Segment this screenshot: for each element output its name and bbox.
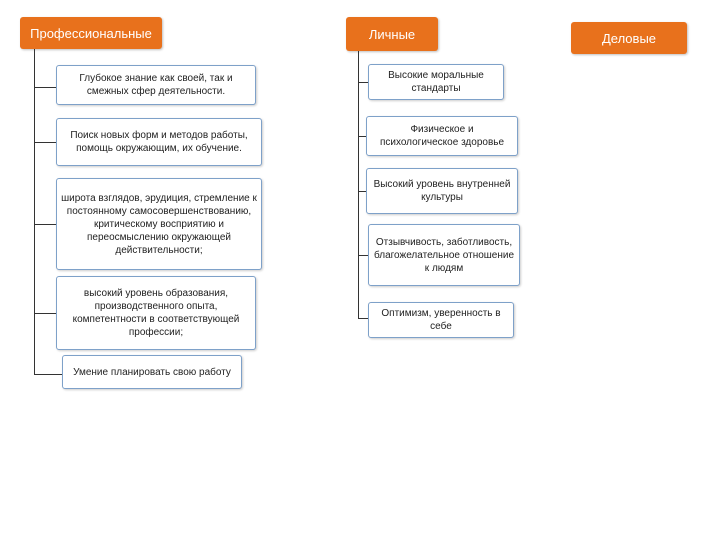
personal-item	[366, 168, 518, 214]
header-professional-label: Профессиональные	[30, 25, 152, 41]
personal-item-text: Высокие моральные стандарты	[388, 70, 484, 94]
personal-item	[368, 64, 504, 100]
professional-item-text: Глубокое знание как своей, так и смежных сфер деятельности.	[79, 73, 233, 97]
personal-item	[368, 224, 520, 286]
personal-item-text: Физическое и психологическое здоровье	[379, 124, 505, 148]
professional-item-text: широта взглядов, эрудиция, стремление к постоянному самосовершенствованию, критическому восприятию и переосмыслению окружающей действительности;	[61, 192, 257, 256]
connector-branch	[34, 313, 56, 314]
header-professional	[20, 17, 162, 49]
professional-item-text: Умение планировать свою работу	[73, 366, 231, 378]
professional-item	[62, 355, 242, 389]
professional-item	[56, 178, 262, 270]
professional-item	[56, 118, 262, 166]
personal-item-text: Отзывчивость, заботливость, благожелательное отношение к людям	[373, 236, 515, 274]
connector-branch	[358, 255, 368, 256]
personal-item	[368, 302, 514, 338]
header-personal	[346, 17, 438, 51]
professional-item-text: высокий уровень образования, производственного опыта, компетентности в соответствующей профессии;	[72, 288, 240, 338]
connector-branch	[358, 136, 366, 137]
professional-item-text: Поиск новых форм и методов работы, помощь окружающим, их обучение.	[70, 130, 248, 154]
professional-item	[56, 65, 256, 105]
personal-item	[366, 116, 518, 156]
personal-item-text: Высокий уровень внутренней культуры	[373, 179, 511, 203]
header-business	[571, 22, 687, 54]
connector-branch	[358, 191, 366, 192]
connector-branch	[34, 87, 56, 88]
connector-branch	[34, 142, 56, 143]
personal-item-text: Оптимизм, уверенность в себе	[381, 308, 501, 332]
connector-branch	[34, 374, 62, 375]
connector-branch	[358, 318, 368, 319]
professional-item	[56, 276, 256, 350]
connector-branch	[358, 82, 368, 83]
connector-trunk-personal	[358, 51, 359, 319]
connector-branch	[34, 224, 56, 225]
connector-trunk-professional	[34, 49, 35, 375]
header-personal-label: Личные	[368, 26, 416, 42]
header-business-label: Деловые	[601, 30, 657, 46]
